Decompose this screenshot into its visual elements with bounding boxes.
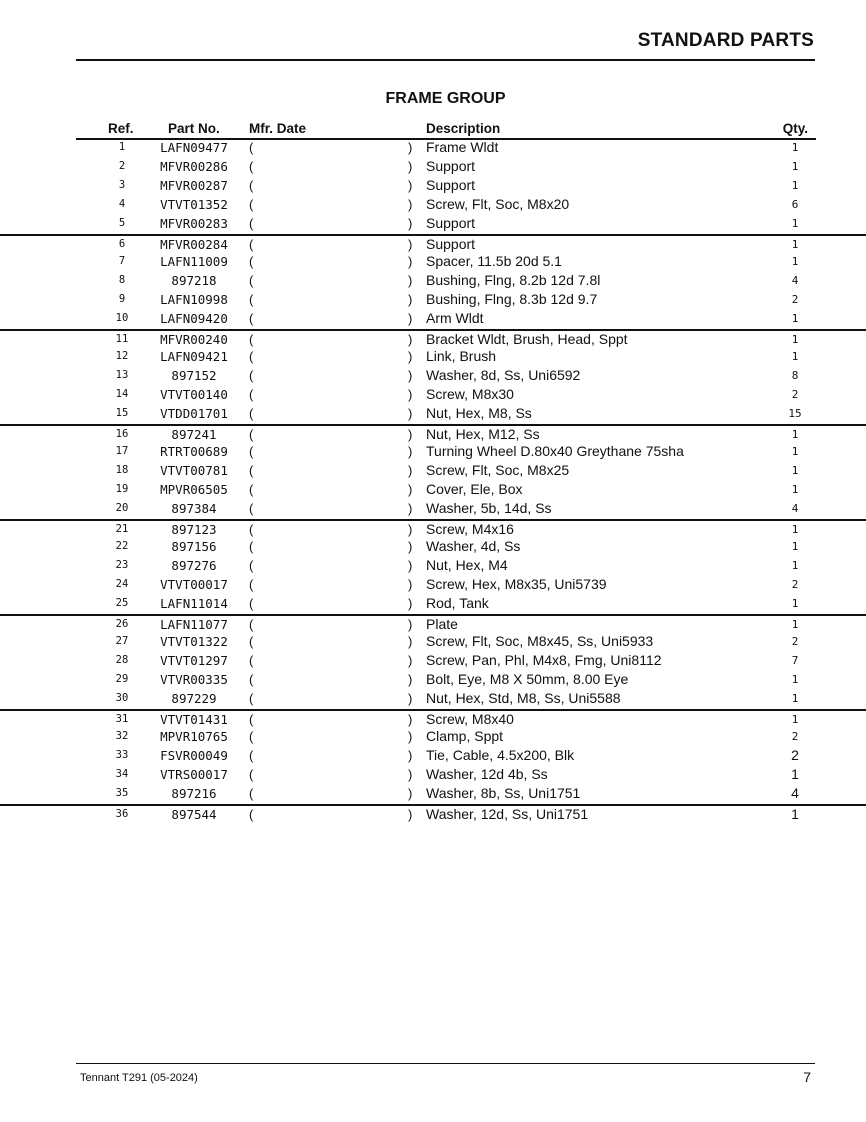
part-number-cell: LAFN09477 — [160, 140, 228, 155]
column-header-description: Description — [426, 121, 501, 136]
footer-divider — [76, 1063, 815, 1064]
part-number-cell: 897156 — [171, 539, 217, 554]
mfr-date-close-paren: ) — [408, 332, 413, 347]
table-row — [0, 671, 866, 690]
table-row — [0, 557, 866, 576]
description-cell: Tie, Cable, 4.5x200, Blk — [426, 747, 575, 763]
footer-model-date: Tennant T291 (05-2024) — [80, 1072, 198, 1084]
mfr-date-open-paren: ( — [249, 349, 254, 364]
qty-cell: 2 — [791, 293, 799, 306]
part-number-cell: 897152 — [171, 368, 217, 383]
ref-cell: 5 — [118, 217, 126, 229]
qty-cell: 1 — [791, 333, 799, 346]
qty-cell: 1 — [791, 483, 799, 496]
part-number-cell: LAFN09420 — [160, 311, 228, 326]
description-cell: Turning Wheel D.80x40 Greythane 75sha — [426, 443, 684, 459]
table-row — [0, 443, 866, 462]
mfr-date-close-paren: ) — [408, 617, 413, 632]
ref-cell: 14 — [115, 388, 129, 400]
group-title: FRAME GROUP — [385, 90, 506, 107]
description-cell: Bolt, Eye, M8 X 50mm, 8.00 Eye — [426, 671, 629, 687]
mfr-date-open-paren: ( — [249, 558, 254, 573]
mfr-date-close-paren: ) — [408, 807, 413, 822]
qty-cell: 1 — [791, 255, 799, 268]
mfr-date-close-paren: ) — [408, 444, 413, 459]
qty-cell: 1 — [791, 238, 799, 251]
part-number-cell: 897123 — [171, 522, 217, 537]
description-cell: Bushing, Flng, 8.3b 12d 9.7 — [426, 291, 598, 307]
ref-cell: 33 — [115, 749, 129, 761]
description-cell: Cover, Ele, Box — [426, 481, 523, 497]
qty-cell: 1 — [791, 445, 799, 458]
mfr-date-open-paren: ( — [249, 748, 254, 763]
header-divider — [76, 59, 815, 61]
mfr-date-close-paren: ) — [408, 237, 413, 252]
mfr-date-open-paren: ( — [249, 807, 254, 822]
mfr-date-open-paren: ( — [249, 140, 254, 155]
qty-cell: 8 — [791, 369, 799, 382]
ref-cell: 26 — [115, 618, 129, 630]
qty-cell: 2 — [791, 388, 799, 401]
description-cell: Screw, Hex, M8x35, Uni5739 — [426, 576, 607, 592]
ref-cell: 2 — [118, 160, 126, 172]
mfr-date-open-paren: ( — [249, 292, 254, 307]
table-row — [0, 633, 866, 652]
ref-cell: 6 — [118, 238, 126, 250]
mfr-date-open-paren: ( — [249, 522, 254, 537]
ref-cell: 13 — [115, 369, 129, 381]
mfr-date-close-paren: ) — [408, 216, 413, 231]
table-row — [0, 614, 866, 633]
part-number-cell: MPVR06505 — [160, 482, 228, 497]
description-cell: Screw, Pan, Phl, M4x8, Fmg, Uni8112 — [426, 652, 662, 668]
description-cell: Link, Brush — [426, 348, 497, 364]
qty-cell: 1 — [791, 540, 799, 553]
mfr-date-close-paren: ) — [408, 691, 413, 706]
page-number: 7 — [803, 1069, 811, 1085]
mfr-date-open-paren: ( — [249, 691, 254, 706]
table-row — [0, 500, 866, 519]
ref-cell: 30 — [115, 692, 129, 704]
mfr-date-open-paren: ( — [249, 729, 254, 744]
description-cell: Washer, 5b, 14d, Ss — [426, 500, 552, 516]
mfr-date-open-paren: ( — [249, 254, 254, 269]
mfr-date-close-paren: ) — [408, 501, 413, 516]
mfr-date-close-paren: ) — [408, 558, 413, 573]
part-number-cell: 897241 — [171, 427, 217, 442]
part-number-cell: MFVR00240 — [160, 332, 228, 347]
table-row — [0, 177, 866, 196]
part-number-cell: 897276 — [171, 558, 217, 573]
mfr-date-open-paren: ( — [249, 501, 254, 516]
part-number-cell: FSVR00049 — [160, 748, 228, 763]
mfr-date-open-paren: ( — [249, 482, 254, 497]
table-row — [0, 728, 866, 747]
mfr-date-open-paren: ( — [249, 332, 254, 347]
qty-cell: 1 — [791, 350, 799, 363]
column-header-ref: Ref. — [108, 121, 134, 136]
description-cell: Support — [426, 215, 476, 231]
table-row — [0, 766, 866, 785]
description-cell: Screw, M8x30 — [426, 386, 514, 402]
part-number-cell: MFVR00286 — [160, 159, 228, 174]
parts-table — [0, 139, 866, 823]
qty-cell: 1 — [791, 179, 799, 192]
ref-cell: 7 — [118, 255, 126, 267]
mfr-date-open-paren: ( — [249, 577, 254, 592]
mfr-date-open-paren: ( — [249, 539, 254, 554]
part-number-cell: VTRS00017 — [160, 767, 228, 782]
column-header-qty: Qty. — [782, 121, 808, 136]
mfr-date-open-paren: ( — [249, 634, 254, 649]
qty-cell: 1 — [791, 673, 799, 686]
description-cell: Nut, Hex, Std, M8, Ss, Uni5588 — [426, 690, 621, 706]
mfr-date-close-paren: ) — [408, 349, 413, 364]
table-row — [0, 576, 866, 595]
qty-cell: 2 — [791, 730, 799, 743]
ref-cell: 23 — [115, 559, 129, 571]
part-number-cell: MFVR00284 — [160, 237, 228, 252]
description-cell: Spacer, 11.5b 20d 5.1 — [426, 253, 562, 269]
ref-cell: 16 — [115, 428, 129, 440]
qty-cell: 1 — [791, 523, 799, 536]
table-row — [0, 804, 866, 823]
table-row — [0, 348, 866, 367]
mfr-date-close-paren: ) — [408, 140, 413, 155]
part-number-cell: 897216 — [171, 786, 217, 801]
description-cell: Screw, Flt, Soc, M8x45, Ss, Uni5933 — [426, 633, 654, 649]
description-cell: Screw, M4x16 — [426, 521, 514, 537]
description-cell: Screw, Flt, Soc, M8x20 — [426, 196, 570, 212]
qty-cell: 1 — [791, 141, 799, 154]
description-cell: Bracket Wldt, Brush, Head, Sppt — [426, 331, 628, 347]
description-cell: Nut, Hex, M4 — [426, 557, 508, 573]
mfr-date-close-paren: ) — [408, 539, 413, 554]
mfr-date-open-paren: ( — [249, 672, 254, 687]
qty-cell: 1 — [791, 464, 799, 477]
mfr-date-open-paren: ( — [249, 617, 254, 632]
part-number-cell: LAFN10998 — [160, 292, 228, 307]
ref-cell: 4 — [118, 198, 126, 210]
mfr-date-close-paren: ) — [408, 767, 413, 782]
qty-cell: 2 — [791, 635, 799, 648]
description-cell: Plate — [426, 616, 458, 632]
ref-cell: 12 — [115, 350, 129, 362]
description-cell: Washer, 8b, Ss, Uni1751 — [426, 785, 581, 801]
mfr-date-close-paren: ) — [408, 427, 413, 442]
qty-cell: 15 — [788, 407, 802, 420]
description-cell: Washer, 12d, Ss, Uni1751 — [426, 806, 589, 822]
mfr-date-close-paren: ) — [408, 748, 413, 763]
part-number-cell: 897218 — [171, 273, 217, 288]
description-cell: Washer, 4d, Ss — [426, 538, 521, 554]
mfr-date-close-paren: ) — [408, 463, 413, 478]
table-row — [0, 310, 866, 329]
mfr-date-open-paren: ( — [249, 444, 254, 459]
table-row — [0, 386, 866, 405]
part-number-cell: MFVR00287 — [160, 178, 228, 193]
description-cell: Support — [426, 177, 476, 193]
mfr-date-open-paren: ( — [249, 387, 254, 402]
table-row — [0, 690, 866, 709]
part-number-cell: LAFN11009 — [160, 254, 228, 269]
mfr-date-close-paren: ) — [408, 159, 413, 174]
ref-cell: 27 — [115, 635, 129, 647]
part-number-cell: VTVT01322 — [160, 634, 228, 649]
ref-cell: 1 — [118, 141, 126, 153]
mfr-date-open-paren: ( — [249, 311, 254, 326]
table-row — [0, 595, 866, 614]
description-cell: Bushing, Flng, 8.2b 12d 7.8l — [426, 272, 601, 288]
table-row — [0, 196, 866, 215]
qty-cell: 2 — [791, 578, 799, 591]
table-row — [0, 215, 866, 234]
table-row — [0, 652, 866, 671]
qty-cell: 1 — [791, 618, 799, 631]
mfr-date-close-paren: ) — [408, 311, 413, 326]
ref-cell: 11 — [115, 333, 129, 345]
mfr-date-open-paren: ( — [249, 653, 254, 668]
part-number-cell: MFVR00283 — [160, 216, 228, 231]
mfr-date-close-paren: ) — [408, 634, 413, 649]
mfr-date-close-paren: ) — [408, 577, 413, 592]
qty-cell: 1 — [791, 312, 799, 325]
qty-cell: 4 — [791, 785, 799, 801]
qty-cell: 1 — [791, 806, 799, 822]
qty-cell: 4 — [791, 274, 799, 287]
qty-cell: 4 — [791, 502, 799, 515]
mfr-date-close-paren: ) — [408, 254, 413, 269]
ref-cell: 18 — [115, 464, 129, 476]
table-row — [0, 405, 866, 424]
mfr-date-close-paren: ) — [408, 596, 413, 611]
table-row — [0, 291, 866, 310]
description-cell: Screw, Flt, Soc, M8x25 — [426, 462, 570, 478]
ref-cell: 21 — [115, 523, 129, 535]
mfr-date-close-paren: ) — [408, 482, 413, 497]
mfr-date-open-paren: ( — [249, 406, 254, 421]
table-row — [0, 462, 866, 481]
ref-cell: 34 — [115, 768, 129, 780]
ref-cell: 25 — [115, 597, 129, 609]
ref-cell: 15 — [115, 407, 129, 419]
mfr-date-close-paren: ) — [408, 368, 413, 383]
qty-cell: 1 — [791, 692, 799, 705]
mfr-date-close-paren: ) — [408, 653, 413, 668]
mfr-date-open-paren: ( — [249, 712, 254, 727]
mfr-date-close-paren: ) — [408, 786, 413, 801]
part-number-cell: 897229 — [171, 691, 217, 706]
ref-cell: 29 — [115, 673, 129, 685]
part-number-cell: 897544 — [171, 807, 217, 822]
part-number-cell: VTVT00017 — [160, 577, 228, 592]
ref-cell: 28 — [115, 654, 129, 666]
description-cell: Support — [426, 236, 476, 252]
mfr-date-close-paren: ) — [408, 672, 413, 687]
mfr-date-open-paren: ( — [249, 197, 254, 212]
table-row — [0, 234, 866, 253]
mfr-date-open-paren: ( — [249, 273, 254, 288]
mfr-date-open-paren: ( — [249, 427, 254, 442]
part-number-cell: VTDD01701 — [160, 406, 228, 421]
mfr-date-close-paren: ) — [408, 406, 413, 421]
mfr-date-open-paren: ( — [249, 216, 254, 231]
table-row — [0, 139, 866, 158]
description-cell: Screw, M8x40 — [426, 711, 514, 727]
ref-cell: 36 — [115, 808, 129, 820]
part-number-cell: LAFN11077 — [160, 617, 228, 632]
page-title: STANDARD PARTS — [637, 30, 814, 51]
table-row — [0, 253, 866, 272]
part-number-cell: 897384 — [171, 501, 217, 516]
qty-cell: 2 — [791, 747, 799, 763]
ref-cell: 10 — [115, 312, 129, 324]
part-number-cell: LAFN11014 — [160, 596, 228, 611]
ref-cell: 17 — [115, 445, 129, 457]
qty-cell: 1 — [791, 766, 799, 782]
table-row — [0, 424, 866, 443]
table-row — [0, 538, 866, 557]
qty-cell: 1 — [791, 428, 799, 441]
part-number-cell: VTVT01352 — [160, 197, 228, 212]
ref-cell: 31 — [115, 713, 129, 725]
mfr-date-open-paren: ( — [249, 368, 254, 383]
part-number-cell: MPVR10765 — [160, 729, 228, 744]
part-number-cell: VTVT01431 — [160, 712, 228, 727]
mfr-date-close-paren: ) — [408, 387, 413, 402]
table-row — [0, 481, 866, 500]
qty-cell: 1 — [791, 217, 799, 230]
mfr-date-open-paren: ( — [249, 159, 254, 174]
mfr-date-close-paren: ) — [408, 712, 413, 727]
ref-cell: 35 — [115, 787, 129, 799]
description-cell: Rod, Tank — [426, 595, 489, 611]
column-header-mfr-date: Mfr. Date — [249, 121, 307, 136]
part-number-cell: VTVR00335 — [160, 672, 228, 687]
mfr-date-open-paren: ( — [249, 237, 254, 252]
table-row — [0, 158, 866, 177]
description-cell: Washer, 8d, Ss, Uni6592 — [426, 367, 581, 383]
mfr-date-open-paren: ( — [249, 178, 254, 193]
mfr-date-close-paren: ) — [408, 292, 413, 307]
mfr-date-close-paren: ) — [408, 178, 413, 193]
qty-cell: 1 — [791, 559, 799, 572]
table-row — [0, 272, 866, 291]
qty-cell: 1 — [791, 713, 799, 726]
table-row — [0, 747, 866, 766]
ref-cell: 9 — [118, 293, 126, 305]
mfr-date-open-paren: ( — [249, 463, 254, 478]
ref-cell: 22 — [115, 540, 129, 552]
description-cell: Clamp, Sppt — [426, 728, 504, 744]
ref-cell: 24 — [115, 578, 129, 590]
description-cell: Washer, 12d 4b, Ss — [426, 766, 548, 782]
mfr-date-close-paren: ) — [408, 729, 413, 744]
ref-cell: 8 — [118, 274, 126, 286]
part-number-cell: RTRT00689 — [160, 444, 228, 459]
ref-cell: 20 — [115, 502, 129, 514]
mfr-date-open-paren: ( — [249, 786, 254, 801]
ref-cell: 19 — [115, 483, 129, 495]
description-cell: Nut, Hex, M12, Ss — [426, 426, 540, 442]
table-row — [0, 519, 866, 538]
table-row — [0, 329, 866, 348]
table-row — [0, 785, 866, 804]
mfr-date-close-paren: ) — [408, 273, 413, 288]
mfr-date-open-paren: ( — [249, 767, 254, 782]
table-row — [0, 367, 866, 386]
mfr-date-close-paren: ) — [408, 522, 413, 537]
part-number-cell: VTVT01297 — [160, 653, 228, 668]
ref-cell: 3 — [118, 179, 126, 191]
description-cell: Nut, Hex, M8, Ss — [426, 405, 532, 421]
description-cell: Arm Wldt — [426, 310, 484, 326]
column-header-part-no: Part No. — [168, 121, 220, 136]
ref-cell: 32 — [115, 730, 129, 742]
description-cell: Frame Wldt — [426, 139, 499, 155]
description-cell: Support — [426, 158, 476, 174]
part-number-cell: VTVT00140 — [160, 387, 228, 402]
qty-cell: 7 — [791, 654, 799, 667]
table-row — [0, 709, 866, 728]
mfr-date-close-paren: ) — [408, 197, 413, 212]
qty-cell: 6 — [791, 198, 799, 211]
part-number-cell: VTVT00781 — [160, 463, 228, 478]
mfr-date-open-paren: ( — [249, 596, 254, 611]
part-number-cell: LAFN09421 — [160, 349, 228, 364]
qty-cell: 1 — [791, 160, 799, 173]
qty-cell: 1 — [791, 597, 799, 610]
